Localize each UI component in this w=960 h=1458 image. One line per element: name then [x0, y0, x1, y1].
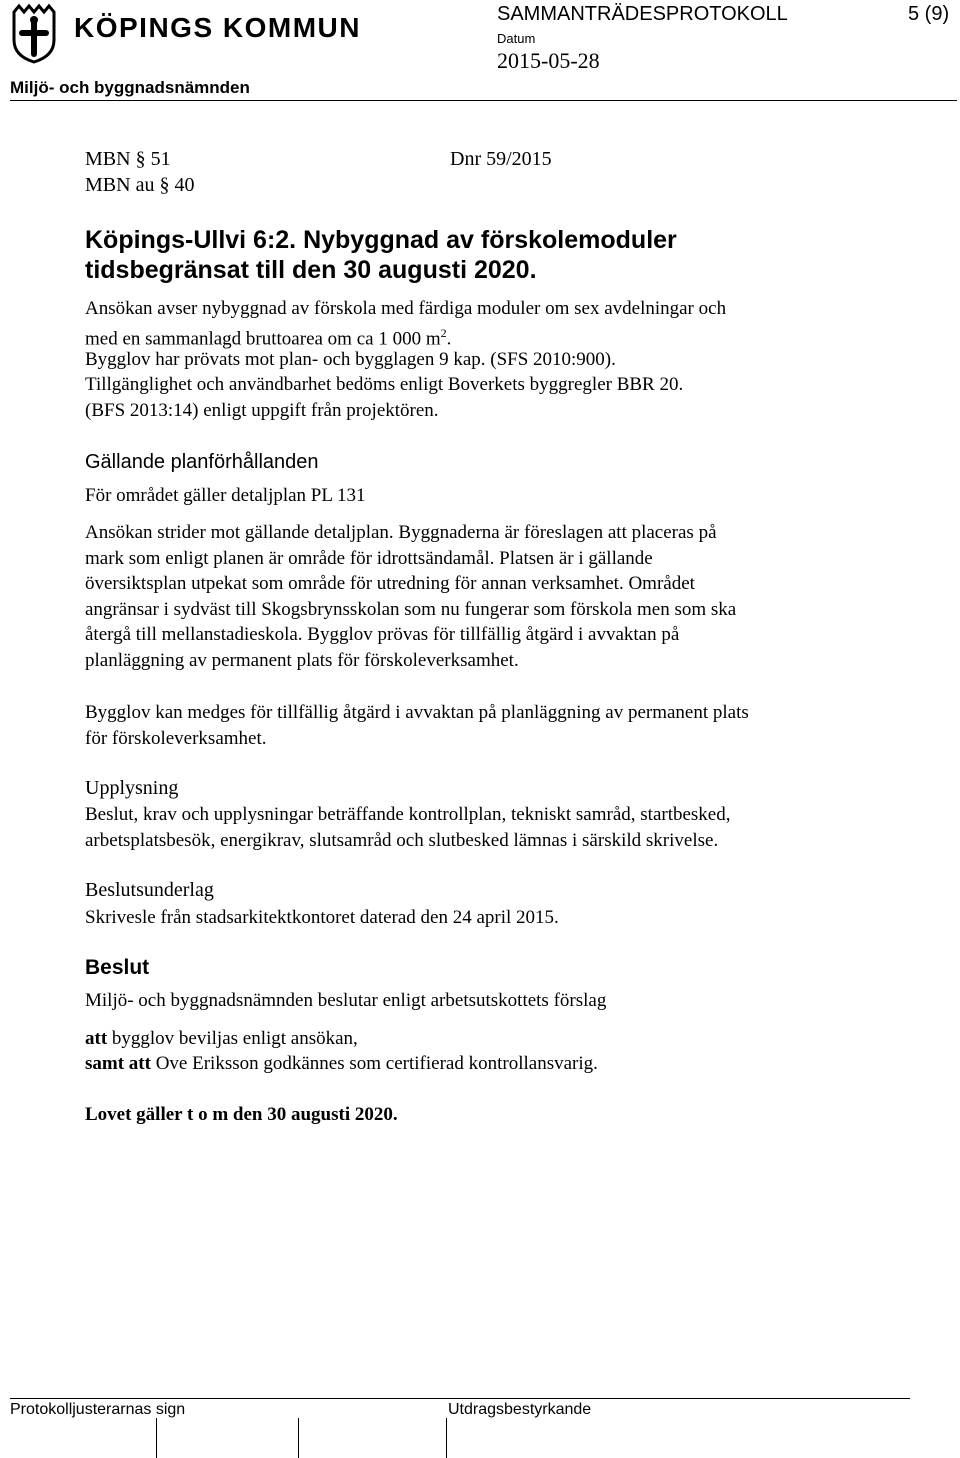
- plan-paragraph: [85, 700, 749, 751]
- intro-line: Tillgänglighet och användbarhet bedöms enligt Boverkets byggregler BBR 20.: [85, 374, 684, 395]
- text-line: Beslut, krav och upplysningar beträffande kontrollplan, tekniskt samråd, startbesked,: [85, 804, 731, 825]
- text-line: arbetsplatsbesök, energikrav, slutsamråd och slutbesked lämnas i särskild skrivelse.: [85, 829, 719, 851]
- signature-label: Protokolljusterarnas sign: [10, 1401, 186, 1418]
- meeting-date: 2015-05-28: [497, 48, 600, 73]
- signature-field-divider: [446, 1418, 447, 1458]
- case-title-line-2: tidsbegränsat till den 30 augusti 2020.: [85, 256, 537, 284]
- text-line: översiktsplan utpekat som område för utredning för annan verksamhet. Området: [85, 573, 695, 594]
- section-heading-plan: Gällande planförhållanden: [85, 451, 319, 473]
- text-line: planläggning av permanent plats för förskoleverksamhet.: [85, 649, 519, 671]
- text-line: återgå till mellanstadieskola. Bygglov prövas för tillfällig åtgärd i avvaktan på: [85, 624, 680, 645]
- intro-line: Ansökan avser nybyggnad av förskola med färdiga moduler om sex avdelningar och: [85, 298, 727, 319]
- ref-number: 51: [150, 148, 171, 170]
- beslut-samt-att: [85, 1051, 598, 1077]
- ref-label: MBN au: [85, 174, 155, 196]
- case-title-line-1: Köpings-Ullvi 6:2. Nybyggnad av förskolemoduler: [85, 226, 677, 254]
- text-line: angränsar i sydväst till Skogsbrynsskolan som nu fungerar som förskola men som ska: [85, 598, 737, 620]
- signature-field-divider: [298, 1418, 299, 1458]
- page-number: 5 (9): [908, 3, 950, 25]
- ref-label: MBN: [85, 148, 131, 170]
- case-ref-mbn-au: MBN au § 40: [85, 174, 195, 196]
- footer-divider: [10, 1398, 910, 1399]
- keyword: att: [85, 1028, 108, 1049]
- text-line: Ansökan strider mot gällande detaljplan. Byggnaderna är föreslagen att placeras på: [85, 522, 717, 543]
- intro-text: .: [446, 328, 452, 350]
- header-divider: [10, 100, 957, 101]
- signature-field-divider: [156, 1418, 157, 1458]
- diary-number: Dnr 59/2015: [450, 148, 552, 170]
- section-heading-beslut: Beslut: [85, 956, 150, 979]
- municipality-logo: [10, 2, 361, 64]
- document-type: SAMMANTRÄDESPROTOKOLL: [497, 3, 788, 25]
- ref-number: 40: [174, 174, 195, 196]
- beslut-att: [85, 1026, 358, 1052]
- plan-line: För området gäller detaljplan PL 131: [85, 485, 366, 506]
- case-ref-mbn: MBN § 51: [85, 148, 171, 170]
- permit-validity: Lovet gäller t o m den 30 augusti 2020.: [85, 1104, 398, 1125]
- org-name: KÖPINGS KOMMUN: [74, 12, 361, 43]
- section-heading-upplysning: Upplysning: [85, 777, 179, 799]
- section-heading-underlag: Beslutsunderlag: [85, 879, 214, 901]
- committee-name: Miljö- och byggnadsnämnden: [10, 78, 250, 97]
- intro-text: med en sammanlagd bruttoarea om ca 1 000 m: [85, 328, 441, 350]
- text: bygglov beviljas enligt ansökan,: [107, 1028, 358, 1049]
- text-line: mark som enligt planen är område för idrottsändamål. Platsen är i gällande: [85, 547, 653, 569]
- text: Ove Eriksson godkännes som certifierad kontrollansvarig.: [150, 1053, 598, 1074]
- date-label: Datum: [497, 31, 536, 46]
- plan-paragraph: [85, 520, 736, 673]
- intro-line: Bygglov har prövats mot plan- och bygglagen 9 kap. (SFS 2010:900).: [85, 349, 616, 370]
- coat-of-arms-icon: [10, 2, 58, 64]
- text-line: för förskoleverksamhet.: [85, 727, 267, 749]
- text-line: Bygglov kan medges för tillfällig åtgärd i avvaktan på planläggning av permanent plats: [85, 702, 749, 723]
- keyword: samt att: [85, 1053, 151, 1074]
- extract-label: Utdragsbestyrkande: [448, 1401, 592, 1418]
- beslut-line: Miljö- och byggnadsnämnden beslutar enligt arbetsutskottets förslag: [85, 990, 607, 1011]
- superscript: 2: [440, 326, 447, 340]
- intro-line: (BFS 2013:14) enligt uppgift från projektören.: [85, 400, 439, 421]
- upplysning-paragraph: [85, 802, 731, 853]
- underlag-line: Skrivesle från stadsarkitektkontoret daterad den 24 april 2015.: [85, 907, 559, 928]
